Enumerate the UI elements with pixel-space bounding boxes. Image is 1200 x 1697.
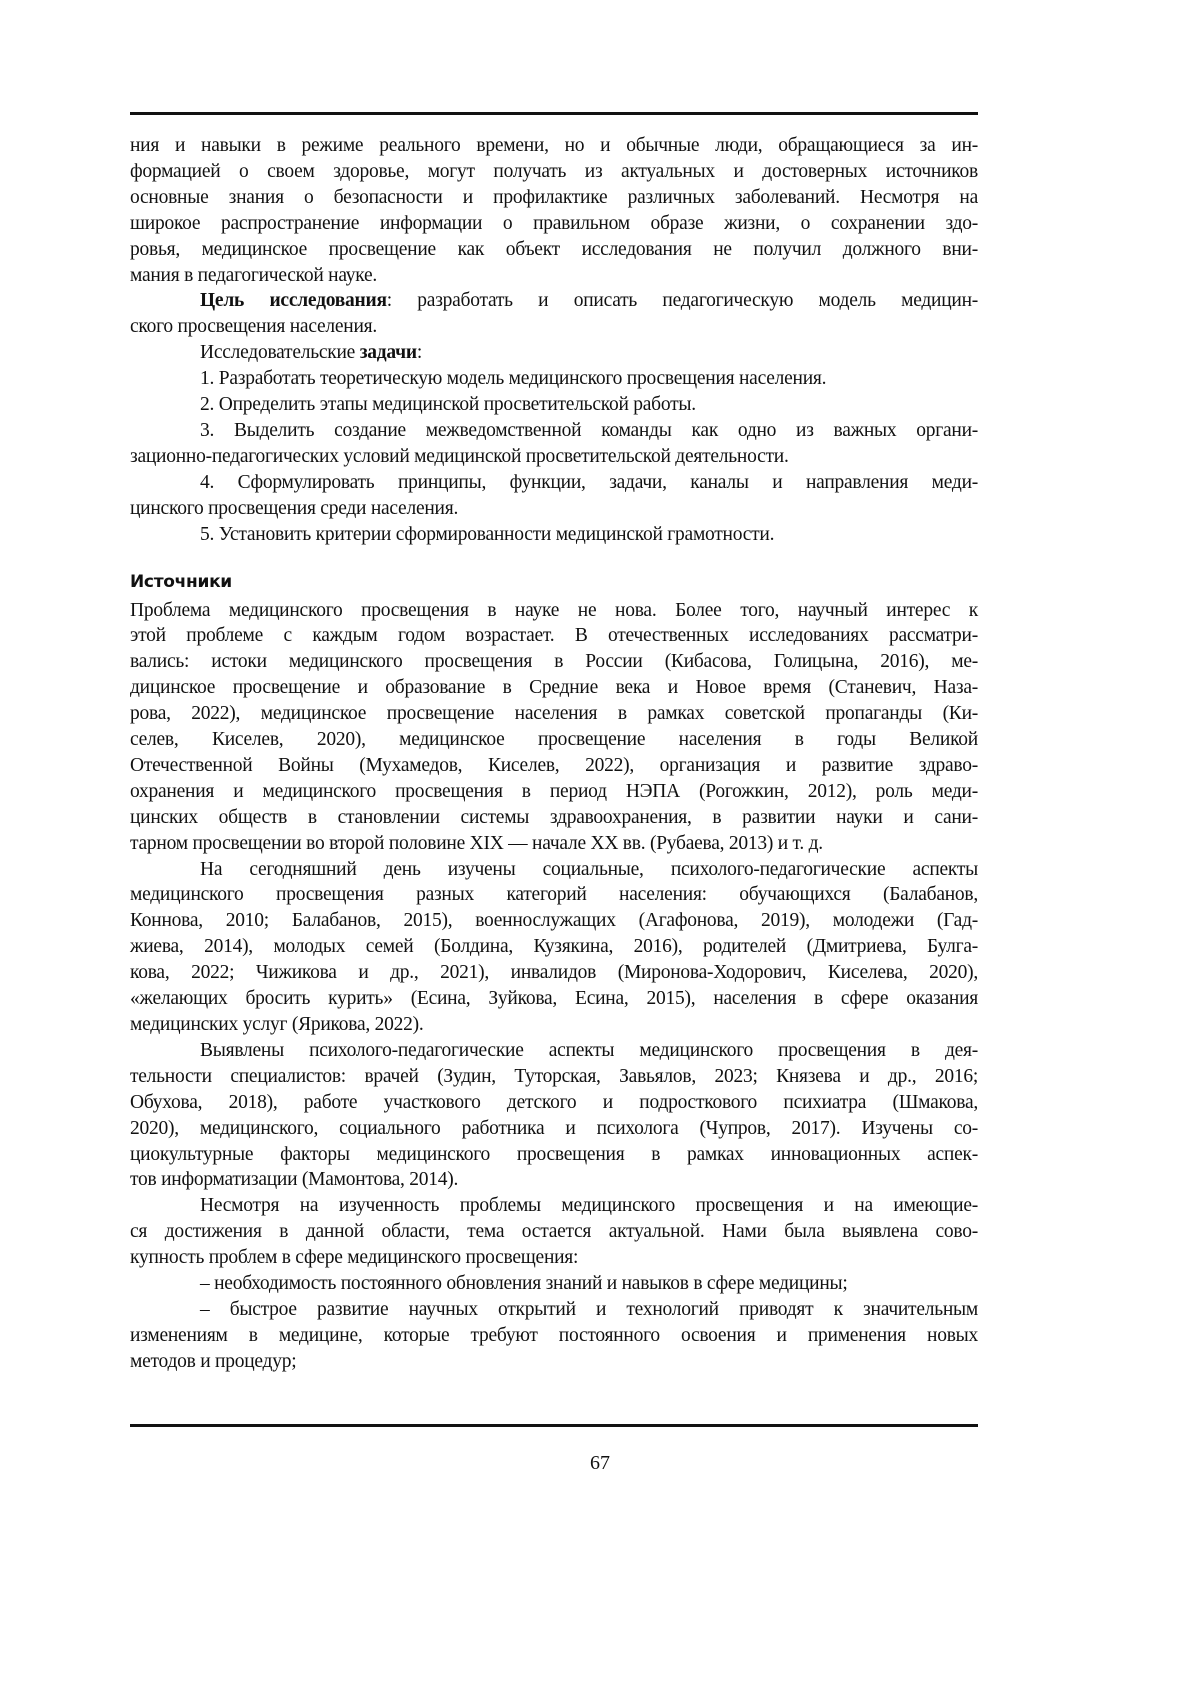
line-text: Отечественной Войны (Мухамедов, Киселев, 2022), организация и развитие здраво- [130,755,978,776]
paragraph [130,392,978,418]
text-line [130,831,978,857]
line-text: медицинских услуг (Ярикова, 2022). [130,1014,424,1035]
line-text: цинских обществ в становлении системы здравоохранения, в развитии науки и сани- [130,807,978,828]
line-text: 4. Сформулировать принципы, функции, задачи, каналы и направления меди- [200,472,978,493]
line-text: ния и навыки в режиме реального времени, но и обычные люди, обращающиеся за ин- [130,135,978,156]
text-line [130,444,978,470]
line-text: широкое распространение информации о правильном образе жизни, о сохранении здо- [130,213,978,234]
text-line [130,340,978,366]
line-text: 1. Разработать теоретическую модель медицинского просвещения населения. [200,368,826,389]
text-line [130,314,978,340]
text-line [130,960,978,986]
text-line [130,623,978,649]
text-line [130,934,978,960]
text-line [130,882,978,908]
line-text: купность проблем в сфере медицинского просвещения: [130,1247,578,1268]
line-text: ся достижения в данной области, тема остается актуальной. Нами была выявлена сово- [130,1221,978,1242]
line-text: Выявлены психолого-педагогические аспекты медицинского просвещения в дея- [200,1040,978,1061]
text-line [130,366,978,392]
text-line [130,418,978,444]
line-text: дицинское просвещение и образование в Средние века и Новое время (Станевич, Наза- [130,677,978,698]
line-text: формацией о своем здоровье, могут получать из актуальных и достоверных источников [130,161,978,182]
line-text: «желающих бросить курить» (Есина, Зуйкова, Есина, 2015), населения в сфере оказания [130,988,978,1009]
text-line [130,133,978,159]
line-text: методов и процедур; [130,1351,296,1372]
paragraph [130,418,978,470]
text-line [130,522,978,548]
line-text: циокультурные факторы медицинского просвещения в рамках инновационных аспек- [130,1144,978,1165]
paragraph [130,522,978,548]
line-text: : [417,342,422,363]
sources-section [130,598,978,1375]
text-line [130,1064,978,1090]
line-text: Обухова, 2018), работе участкового детского и подросткового психиатра (Шмакова, [130,1092,978,1113]
text-line [130,857,978,883]
line-text: 3. Выделить создание межведомственной команды как одно из важных органи- [200,420,978,441]
line-text: медицинского просвещения разных категорий населения: обучающихся (Балабанов, [130,884,978,905]
line-text: тарном просвещении во второй половине XIX — начале XX вв. (Рубаева, 2013) и т. д. [130,833,823,854]
text-line [130,598,978,624]
line-text: – быстрое развитие научных открытий и технологий приводят к значительным [200,1299,978,1320]
label-text: Исследовательские [200,342,360,363]
section-heading: Источники [130,568,978,596]
intro-section [130,133,978,548]
text-line [130,185,978,211]
text-line [130,1323,978,1349]
line-text: основные знания о безопасности и профилактике различных заболеваний. Несмотря на [130,187,978,208]
text-line [130,1090,978,1116]
line-text: цинского просвещения среди населения. [130,498,458,519]
line-text: вались: истоки медицинского просвещения в России (Кибасова, Голицына, 2016), ме- [130,651,978,672]
line-text: кова, 2022; Чижикова и др., 2021), инвалидов (Миронова-Ходорович, Киселева, 2020), [130,962,978,983]
text-line [130,237,978,263]
text-line [130,496,978,522]
line-text: – необходимость постоянного обновления знаний и навыков в сфере медицины; [200,1273,848,1294]
line-text: : разработать и описать педагогическую модель медицин- [387,290,978,311]
paragraph [130,470,978,522]
line-text: ского просвещения населения. [130,316,377,337]
text-line [130,392,978,418]
text-line [130,1349,978,1375]
line-text: мания в педагогической науке. [130,265,377,286]
paragraph [130,133,978,288]
text-line [130,1167,978,1193]
paragraph [130,340,978,366]
line-text: селев, Киселев, 2020), медицинское просвещение населения в годы Великой [130,729,978,750]
page-body [130,133,978,1375]
text-line [130,1245,978,1271]
page-number: 67 [0,1452,1200,1475]
line-text: жиева, 2014), молодых семей (Болдина, Кузякина, 2016), родителей (Дмитриева, Булга- [130,936,978,957]
text-line [130,1038,978,1064]
paragraph [130,857,978,1038]
text-line [130,805,978,831]
line-text: тов информатизации (Мамонтова, 2014). [130,1169,458,1190]
text-line [130,1271,978,1297]
bold-label: задачи [360,342,417,363]
line-text: изменениям в медицине, которые требуют постоянного освоения и применения новых [130,1325,978,1346]
line-text: зационно-педагогических условий медицинской просветительской деятельности. [130,446,789,467]
text-line [130,1219,978,1245]
paragraph [130,1271,978,1297]
line-text: На сегодняшний день изучены социальные, психолого-педагогические аспекты [200,859,978,880]
text-line [130,1297,978,1323]
text-line [130,263,978,289]
text-line [130,986,978,1012]
header-rule [130,112,978,115]
text-line [130,211,978,237]
paragraph [130,598,978,857]
line-text: тельности специалистов: врачей (Зудин, Туторская, Завьялов, 2023; Князева и др., 2016; [130,1066,978,1087]
line-text: охранения и медицинского просвещения в период НЭПА (Рогожкин, 2012), роль меди- [130,781,978,802]
paragraph [130,366,978,392]
text-line [130,1116,978,1142]
line-text: Проблема медицинского просвещения в науке не нова. Более того, научный интерес к [130,600,978,621]
footer-rule [130,1424,978,1427]
text-line [130,675,978,701]
paragraph [130,288,978,340]
text-line [130,1012,978,1038]
line-text: ровья, медицинское просвещение как объект исследования не получил должного вни- [130,239,978,260]
text-line [130,470,978,496]
line-text: этой проблеме с каждым годом возрастает. В отечественных исследованиях рассматри- [130,625,978,646]
text-line [130,649,978,675]
text-line [130,1193,978,1219]
paragraph [130,1038,978,1193]
text-line [130,288,978,314]
text-line [130,159,978,185]
line-text: 2020), медицинского, социального работника и психолога (Чупров, 2017). Изучены со- [130,1118,978,1139]
line-text: Коннова, 2010; Балабанов, 2015), военнослужащих (Агафонова, 2019), молодежи (Гад- [130,910,978,931]
text-line [130,727,978,753]
text-line [130,1142,978,1168]
line-text: Несмотря на изученность проблемы медицинского просвещения и на имеющие- [200,1195,978,1216]
line-text: рова, 2022), медицинское просвещение населения в рамках советской пропаганды (Ки- [130,703,978,724]
line-text: 5. Установить критерии сформированности медицинской грамотности. [200,524,774,545]
line-text: 2. Определить этапы медицинской просветительской работы. [200,394,696,415]
text-line [130,908,978,934]
paragraph [130,1297,978,1375]
text-line [130,701,978,727]
text-line [130,779,978,805]
paragraph [130,1193,978,1271]
bold-label: Цель исследования [200,290,387,311]
text-line [130,753,978,779]
